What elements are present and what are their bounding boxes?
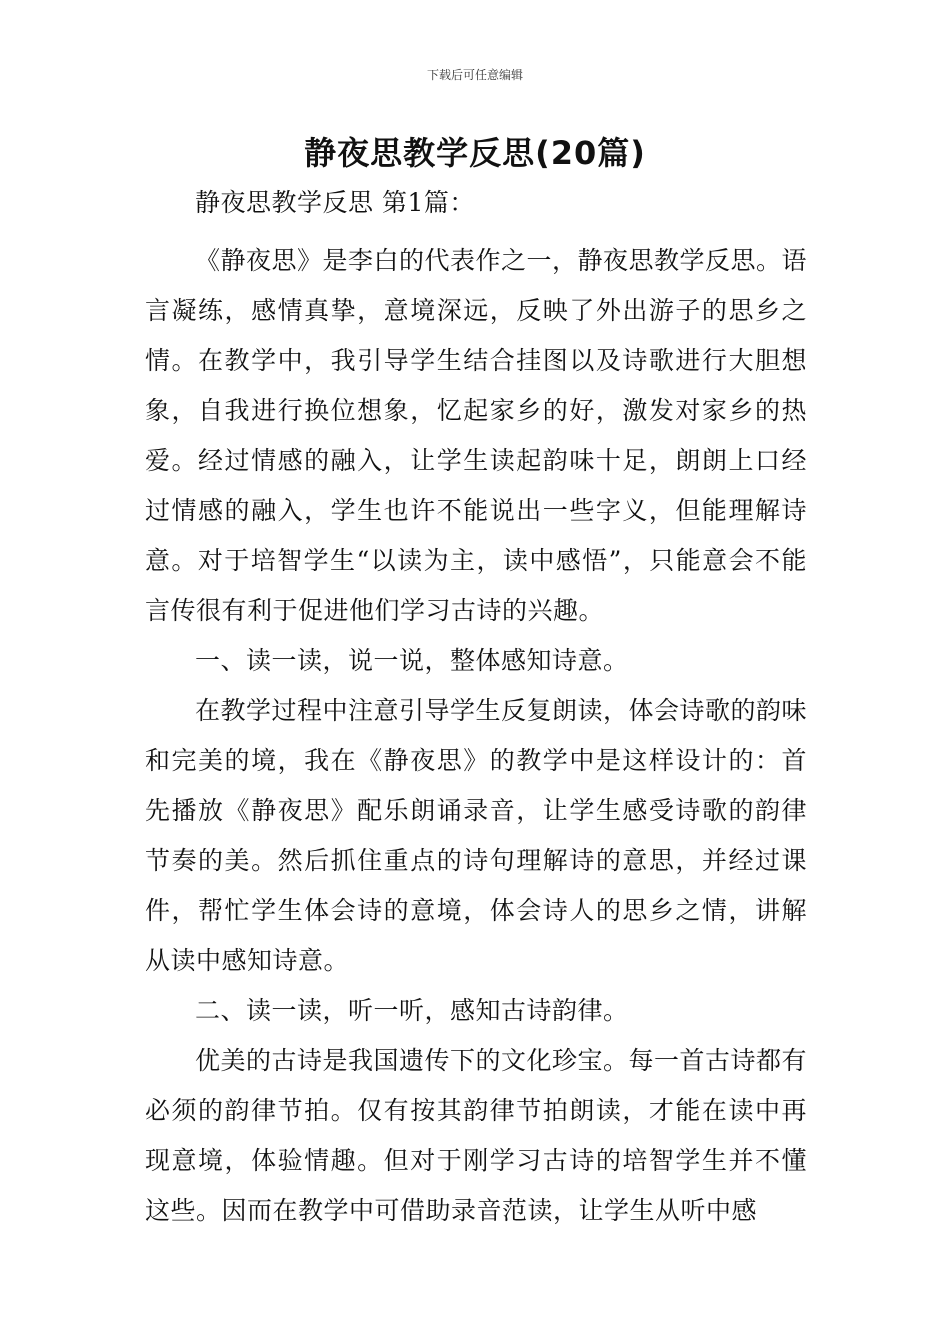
header-note: 下载后可任意编辑 <box>426 68 523 82</box>
article-subtitle: 静夜思教学反思 第1篇： <box>195 188 475 217</box>
paragraph-section-2: 优美的古诗是我国遗传下的文化珍宝。每一首古诗都有必须的韵律节拍。仅有按其韵律节拍朗读，才能在读中再现意境，体验情趣。但对于刚学习古诗的培智学生并不懂这些。因而在教学中可借助录音范读，让学生从听中感 <box>145 1046 808 1225</box>
section-heading-2: 二、读一读，听一听，感知古诗韵律。 <box>195 996 629 1025</box>
document-title: 静夜思教学反思(20篇) <box>304 134 646 172</box>
section-heading-1: 一、读一读，说一说，整体感知诗意。 <box>195 646 629 675</box>
paragraph-intro: 《静夜思》是李白的代表作之一，静夜思教学反思。语言凝练，感情真挚，意境深远，反映了外出游子的思乡之情。在教学中，我引导学生结合挂图以及诗歌进行大胆想象，自我进行换位想象，忆起家乡的好，激发对家乡的热爱。经过情感的融入，让学生读起韵味十足，朗朗上口经过情感的融入，学生也许不能说出一些字义，但能理解诗意。对于培智学生“以读为主，读中感悟”，只能意会不能言传很有利于促进他们学习古诗的兴趣。 <box>145 246 808 625</box>
paragraph-section-1: 在教学过程中注意引导学生反复朗读，体会诗歌的韵味和完美的境，我在《静夜思》的教学中是这样设计的：首先播放《静夜思》配乐朗诵录音，让学生感受诗歌的韵律节奏的美。然后抓住重点的诗句理解诗的意思，并经过课件，帮忙学生体会诗的意境，体会诗人的思乡之情，讲解从读中感知诗意。 <box>145 696 808 975</box>
document-body <box>145 178 807 1236</box>
